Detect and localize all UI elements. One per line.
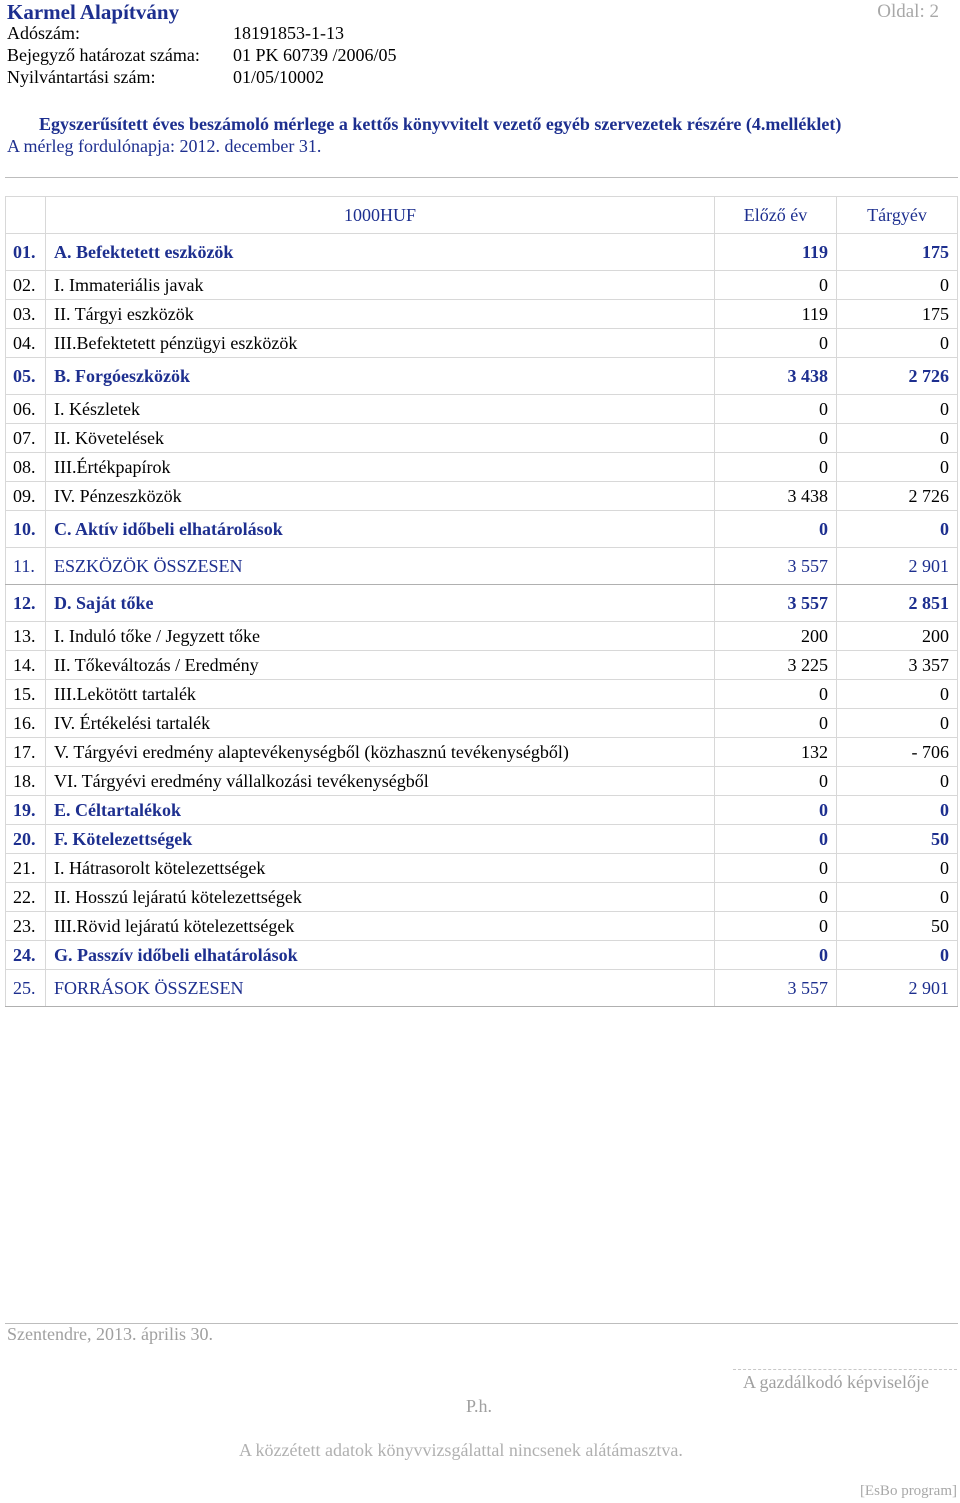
row-label: FORRÁSOK ÖSSZESEN	[46, 970, 715, 1007]
registration-decree-label: Bejegyző határozat száma:	[7, 45, 200, 65]
row-current-value: 0	[837, 424, 958, 453]
row-label: III.Befektetett pénzügyi eszközök	[46, 329, 715, 358]
row-current-value: 0	[837, 796, 958, 825]
table-row	[6, 300, 958, 329]
row-label: D. Saját tőke	[46, 585, 715, 622]
row-number: 10.	[6, 511, 46, 548]
row-current-value: 0	[837, 329, 958, 358]
table-row	[6, 651, 958, 680]
row-current-value: 0	[837, 511, 958, 548]
row-number: 16.	[6, 709, 46, 738]
table-row	[6, 796, 958, 825]
row-prev-value: 132	[715, 738, 837, 767]
row-current-value: 200	[837, 622, 958, 651]
row-prev-value: 0	[715, 767, 837, 796]
row-prev-value: 0	[715, 941, 837, 970]
row-prev-value: 3 438	[715, 482, 837, 511]
row-number: 19.	[6, 796, 46, 825]
row-number: 12.	[6, 585, 46, 622]
report-title: Egyszerűsített éves beszámoló mérlege a kettős könyvvitelt vezető egyéb szervezetek részére (4.melléklet)	[39, 114, 842, 134]
representative-label: A gazdálkodó képviselője	[743, 1372, 929, 1392]
table-row	[6, 482, 958, 511]
row-current-value: 0	[837, 883, 958, 912]
stamp-placeholder: P.h.	[466, 1396, 493, 1416]
row-number: 06.	[6, 395, 46, 424]
row-number: 14.	[6, 651, 46, 680]
row-number: 07.	[6, 424, 46, 453]
row-number: 17.	[6, 738, 46, 767]
row-current-value: 2 901	[837, 548, 958, 585]
row-current-value: 2 901	[837, 970, 958, 1007]
row-label: B. Forgóeszközök	[46, 358, 715, 395]
row-number: 08.	[6, 453, 46, 482]
org-name: Karmel Alapítvány	[7, 0, 180, 24]
row-number: 04.	[6, 329, 46, 358]
table-row	[6, 680, 958, 709]
tax-number-label: Adószám:	[7, 23, 80, 43]
row-label: IV. Értékelési tartalék	[46, 709, 715, 738]
place-date: Szentendre, 2013. április 30.	[7, 1324, 213, 1344]
table-row	[6, 970, 958, 1007]
row-prev-value: 0	[715, 912, 837, 941]
row-prev-value: 0	[715, 511, 837, 548]
row-number: 15.	[6, 680, 46, 709]
footer-divider	[5, 1323, 958, 1324]
row-label: F. Kötelezettségek	[46, 825, 715, 854]
current-year-header: Tárgyév	[837, 197, 958, 234]
row-prev-value: 0	[715, 796, 837, 825]
balance-sheet-table	[5, 196, 958, 1007]
row-label: A. Befektetett eszközök	[46, 234, 715, 271]
register-number-value: 01/05/10002	[233, 67, 325, 87]
table-row	[6, 622, 958, 651]
signature-line	[733, 1369, 957, 1370]
row-prev-value: 0	[715, 680, 837, 709]
row-label: II. Tőkeváltozás / Eredmény	[46, 651, 715, 680]
row-label: I. Hátrasorolt kötelezettségek	[46, 854, 715, 883]
row-prev-value: 0	[715, 271, 837, 300]
row-number: 02.	[6, 271, 46, 300]
prev-year-header: Előző év	[715, 197, 837, 234]
row-current-value: 0	[837, 767, 958, 796]
table-row	[6, 825, 958, 854]
table-row	[6, 511, 958, 548]
header-num-cell	[6, 197, 46, 234]
table-row	[6, 329, 958, 358]
row-current-value: 50	[837, 825, 958, 854]
row-label: IV. Pénzeszközök	[46, 482, 715, 511]
row-prev-value: 3 225	[715, 651, 837, 680]
row-prev-value: 119	[715, 234, 837, 271]
row-current-value: 2 726	[837, 482, 958, 511]
row-label: III.Rövid lejáratú kötelezettségek	[46, 912, 715, 941]
table-row	[6, 767, 958, 796]
row-label: III.Értékpapírok	[46, 453, 715, 482]
row-number: 18.	[6, 767, 46, 796]
table-row	[6, 585, 958, 622]
row-prev-value: 0	[715, 395, 837, 424]
report-date: A mérleg fordulónapja: 2012. december 31.	[7, 136, 322, 156]
row-label: III.Lekötött tartalék	[46, 680, 715, 709]
table-row	[6, 453, 958, 482]
row-prev-value: 0	[715, 709, 837, 738]
row-current-value: - 706	[837, 738, 958, 767]
row-number: 09.	[6, 482, 46, 511]
row-number: 01.	[6, 234, 46, 271]
row-number: 03.	[6, 300, 46, 329]
row-current-value: 50	[837, 912, 958, 941]
row-current-value: 2 851	[837, 585, 958, 622]
table-row	[6, 424, 958, 453]
row-current-value: 0	[837, 941, 958, 970]
row-current-value: 175	[837, 234, 958, 271]
row-prev-value: 0	[715, 453, 837, 482]
table-row	[6, 854, 958, 883]
row-prev-value: 0	[715, 825, 837, 854]
row-label: I. Induló tőke / Jegyzett tőke	[46, 622, 715, 651]
row-current-value: 3 357	[837, 651, 958, 680]
row-number: 21.	[6, 854, 46, 883]
table-row	[6, 358, 958, 395]
registration-decree-value: 01 PK 60739 /2006/05	[233, 45, 397, 65]
row-number: 23.	[6, 912, 46, 941]
row-number: 05.	[6, 358, 46, 395]
row-label: VI. Tárgyévi eredmény vállalkozási tevékenységből	[46, 767, 715, 796]
row-label: I. Immateriális javak	[46, 271, 715, 300]
row-label: V. Tárgyévi eredmény alaptevékenységből (közhasznú tevékenységből)	[46, 738, 715, 767]
table-header-row	[6, 197, 958, 234]
row-number: 13.	[6, 622, 46, 651]
row-current-value: 0	[837, 395, 958, 424]
row-label: II. Hosszú lejáratú kötelezettségek	[46, 883, 715, 912]
row-current-value: 2 726	[837, 358, 958, 395]
row-label: C. Aktív időbeli elhatárolások	[46, 511, 715, 548]
audit-note: A közzétett adatok könyvvizsgálattal nincsenek alátámasztva.	[239, 1440, 683, 1460]
row-number: 22.	[6, 883, 46, 912]
row-number: 20.	[6, 825, 46, 854]
row-prev-value: 0	[715, 883, 837, 912]
row-label: ESZKÖZÖK ÖSSZESEN	[46, 548, 715, 585]
register-number-label: Nyilvántartási szám:	[7, 67, 156, 87]
table-row	[6, 709, 958, 738]
header-divider	[5, 177, 958, 178]
tax-number-value: 18191853-1-13	[233, 23, 344, 43]
table-row	[6, 548, 958, 585]
row-prev-value: 0	[715, 329, 837, 358]
row-label: II. Követelések	[46, 424, 715, 453]
row-label: G. Passzív időbeli elhatárolások	[46, 941, 715, 970]
table-row	[6, 234, 958, 271]
row-current-value: 0	[837, 680, 958, 709]
table-row	[6, 912, 958, 941]
row-prev-value: 3 557	[715, 548, 837, 585]
row-current-value: 0	[837, 453, 958, 482]
row-prev-value: 3 557	[715, 585, 837, 622]
row-label: I. Készletek	[46, 395, 715, 424]
row-current-value: 175	[837, 300, 958, 329]
row-number: 24.	[6, 941, 46, 970]
row-prev-value: 119	[715, 300, 837, 329]
row-number: 11.	[6, 548, 46, 585]
table-row	[6, 738, 958, 767]
program-label: [EsBo program]	[859, 1483, 957, 1499]
row-label: II. Tárgyi eszközök	[46, 300, 715, 329]
row-current-value: 0	[837, 271, 958, 300]
row-current-value: 0	[837, 854, 958, 883]
page-number: Oldal: 2	[877, 1, 939, 22]
unit-header: 1000HUF	[46, 197, 715, 234]
row-label: E. Céltartalékok	[46, 796, 715, 825]
row-prev-value: 0	[715, 424, 837, 453]
row-prev-value: 0	[715, 854, 837, 883]
table-row	[6, 271, 958, 300]
row-current-value: 0	[837, 709, 958, 738]
table-row	[6, 883, 958, 912]
table-row	[6, 395, 958, 424]
row-number: 25.	[6, 970, 46, 1007]
row-prev-value: 200	[715, 622, 837, 651]
row-prev-value: 3 438	[715, 358, 837, 395]
row-prev-value: 3 557	[715, 970, 837, 1007]
table-row	[6, 941, 958, 970]
